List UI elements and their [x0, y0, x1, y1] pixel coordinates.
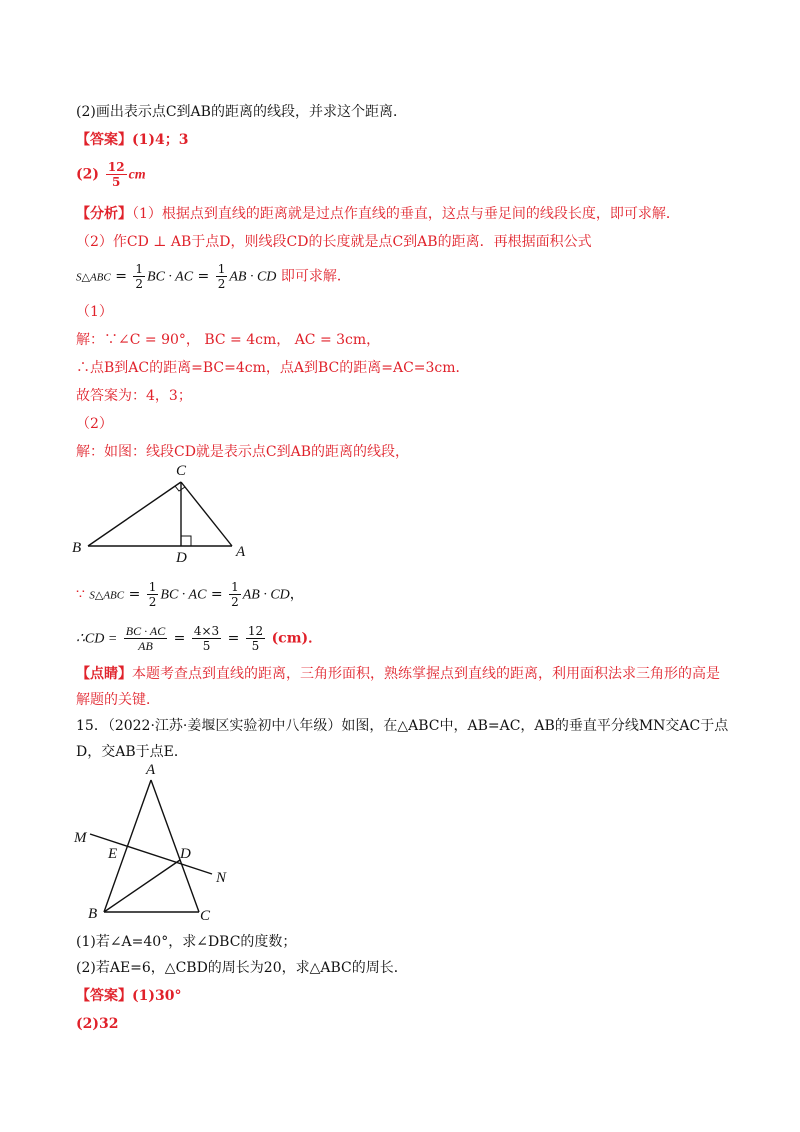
eq2-frac1-num: BC · AC	[125, 624, 166, 638]
eq2-frac3-den: 5	[251, 639, 260, 653]
solution1-line3: 故答案为：4，3；	[76, 388, 192, 404]
eq1-half-num-1: 1	[148, 580, 157, 594]
eq1-s: S△ABC	[89, 589, 125, 602]
analysis-tag: 【分析】	[76, 206, 132, 222]
answer15-line2: (2)32	[76, 1016, 119, 1032]
half-den-2: 2	[217, 277, 226, 291]
eq2-unit: (cm)．	[271, 630, 323, 647]
label-d: D	[180, 846, 191, 862]
half-den-1: 2	[135, 277, 144, 291]
eq2-frac3	[246, 624, 265, 653]
answer1-value: 4；3	[155, 132, 189, 148]
eq1-part2: AB · CD	[242, 587, 290, 603]
formula-tail: 即可求解．	[280, 268, 351, 285]
answer2-fraction	[106, 160, 127, 189]
label-d: D	[176, 550, 187, 566]
figure-right-triangle	[66, 462, 266, 566]
eq1-half-den-1: 2	[148, 595, 157, 609]
answer-line	[76, 130, 188, 150]
answer2-line	[76, 160, 146, 189]
q15-sub1: (1)若∠A=40°，求∠DBC的度数；	[76, 934, 297, 950]
q15-sub2: (2)若AE=6，△CBD的周长为20，求△ABC的周长．	[76, 960, 408, 976]
answer1-prefix: (1)	[132, 132, 155, 148]
comment-line2: 解题的关键．	[76, 692, 160, 708]
side-ac	[151, 780, 199, 912]
eq2-eq2: =	[227, 630, 240, 647]
answer15-tag: 【答案】	[76, 988, 132, 1004]
answer15-1: (1)30°	[132, 988, 182, 1004]
eq1-prefix: ∵	[76, 586, 85, 603]
comment-line1	[76, 664, 720, 684]
label-m: M	[74, 830, 87, 846]
right-angle-mark-d	[181, 536, 191, 546]
label-c: C	[200, 908, 211, 924]
eq1-half-1	[147, 580, 159, 609]
formula-half-2	[216, 262, 228, 291]
answer2-prefix: (2)	[76, 166, 99, 183]
comment-tag: 【点睛】	[76, 666, 132, 682]
eq2-frac1-den: AB	[138, 639, 153, 653]
question-part2: (2)画出表示点C到AB的距离的线段，并求这个距离．	[76, 104, 407, 120]
solution1-line2: ∴点B到AC的距离=BC=4cm，点A到BC的距离=AC=3cm．	[76, 360, 470, 376]
segment-bd	[104, 860, 180, 912]
eq2-frac2-num: 4×3	[193, 624, 220, 638]
eq1-half-2	[229, 580, 241, 609]
label-e: E	[108, 846, 118, 862]
analysis-text1: （1）根据点到直线的距离就是过点作直线的垂直，这点与垂足间的线段长度，即可求解．	[132, 206, 680, 222]
right-angle-mark-c	[175, 486, 185, 491]
label-b: B	[88, 906, 98, 922]
label-a: A	[236, 544, 246, 560]
eq1-eq-2: =	[210, 586, 223, 603]
answer15-line1	[76, 986, 181, 1006]
area-formula-line	[76, 262, 351, 291]
label-n: N	[216, 870, 227, 886]
formula-half-1	[133, 262, 145, 291]
formula-part1: BC · AC	[147, 269, 194, 285]
solution2-line1: 解：如图：线段CD就是表示点C到AB的距离的线段，	[76, 444, 410, 460]
answer-tag: 【答案】	[76, 132, 132, 148]
answer2-numerator: 12	[107, 160, 125, 174]
formula-eq: =	[115, 268, 127, 285]
q15-line2: D，交AB于点E．	[76, 744, 188, 760]
answer2-unit: cm	[128, 167, 146, 183]
eq1-half-num-2: 1	[231, 580, 239, 594]
label-a: A	[146, 762, 156, 778]
eq2-eq1: =	[173, 630, 186, 647]
side-bc	[88, 482, 181, 546]
eq2-frac3-num: 12	[247, 624, 264, 638]
solution1-line1: 解：∵∠C = 90°， BC = 4cm， AC = 3cm，	[76, 332, 381, 348]
analysis-line1	[76, 204, 680, 224]
cd-equation-line	[76, 624, 322, 653]
formula-part2: AB · CD	[229, 269, 277, 285]
eq2-frac2-den: 5	[202, 639, 211, 653]
eq2-frac2	[192, 624, 221, 653]
eq1-part1: BC · AC	[160, 587, 207, 603]
comment-text1: 本题考查点到直线的距离，三角形面积，熟练掌握点到直线的距离，利用面积法求三角形的高是	[132, 666, 720, 682]
formula-s: S△ABC	[76, 271, 111, 284]
label-c: C	[176, 463, 187, 479]
figure-isosceles-triangle	[66, 760, 246, 926]
analysis-line2: （2）作CD ⊥ AB于点D，则线段CD的长度就是点C到AB的距离．再根据面积公式	[76, 234, 592, 250]
answer2-denominator: 5	[112, 175, 121, 189]
area-equation-line: ∵ S△ABC = $\frac{1}{2}$ BC · AC = $\frac{1}{2}$ AB · CD，	[76, 580, 304, 609]
eq2-frac1	[124, 624, 167, 653]
solution1-head: （1）	[76, 304, 113, 320]
label-b: B	[72, 540, 82, 556]
half-num-2: 1	[217, 262, 226, 276]
half-num-1: 1	[135, 262, 144, 276]
formula-eq-2: =	[197, 268, 210, 285]
eq1-eq: =	[128, 586, 141, 603]
solution2-head: （2）	[76, 416, 113, 432]
eq2-prefix: ∴CD =	[76, 631, 118, 647]
q15-line1: 15．（2022·江苏·姜堰区实验初中八年级）如图，在△ABC中，AB=AC，AB的垂直平分线MN交AC于点	[76, 718, 729, 734]
eq1-half-den-2: 2	[231, 595, 239, 609]
